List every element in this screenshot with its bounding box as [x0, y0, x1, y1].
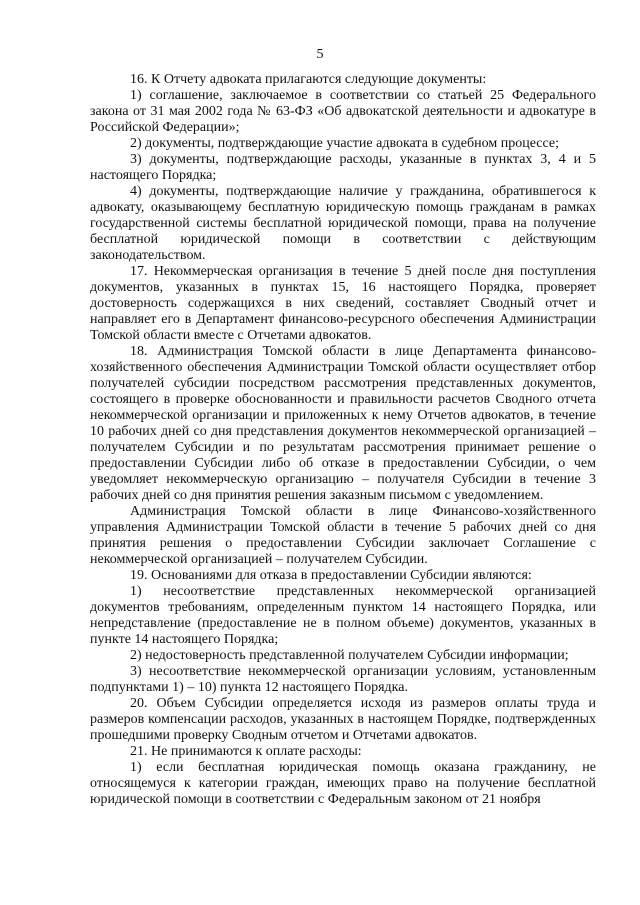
paragraph-18-continued: Администрация Томской области в лице Финансово-хозяйственного управления Администрации Томской области в течение 5 рабочих дней со дня принятия решения о предоставлении Субсидии заключает Соглашение с некоммерческой организацией – получателем Субсидии.	[90, 504, 596, 567]
paragraph-16-intro: 16. К Отчету адвоката прилагаются следующие документы:	[130, 72, 487, 87]
paragraph-17: 17. Некоммерческая организация в течение 5 дней после дня поступления документов, указанных в пунктах 15, 16 настоящего Порядка, проверяет достоверность содержащихся в них сведений, составляет Сводный отчет и направляет его в Департамент финансово-ресурсного обеспечения Администрации Томской области вместе с Отчетами адвокатов.	[90, 264, 596, 343]
page-number: 5	[316, 47, 324, 62]
paragraph-19-item-1: 1) несоответствие представленных некоммерческой организацией документов требованиям, определенным пунктом 14 настоящего Порядка, или непредставление (предоставление не в полном объеме) документов, указанных в пункте 14 настоящего Порядка;	[90, 584, 596, 647]
paragraph-16-item-1: 1) соглашение, заключаемое в соответствии со статьей 25 Федерального закона от 31 мая 2002 года № 63-ФЗ «Об адвокатской деятельности и адвокатуре в Российской Федерации»;	[90, 88, 596, 135]
paragraph-16-item-4: 4) документы, подтверждающие наличие у гражданина, обратившегося к адвокату, оказывающему бесплатную юридическую помощь гражданам в рамках государственной системы бесплатной юридической помощи, права на получение бесплатной юридической помощи в соответствии с действующим законодательством.	[90, 184, 596, 263]
paragraph-16-item-2: 2) документы, подтверждающие участие адвоката в судебном процессе;	[130, 136, 559, 151]
paragraph-20: 20. Объем Субсидии определяется исходя из размеров оплаты труда и размеров компенсации расходов, указанных в настоящем Порядке, подтвержденных прошедшими проверку Сводным отчетом и Отчетами адвокатов.	[90, 696, 596, 743]
paragraph-21-item-1: 1) если бесплатная юридическая помощь оказана гражданину, не относящемуся к категории граждан, имеющих право на получение бесплатной юридической помощи в соответствии с Федеральным законом от 21 ноября	[90, 760, 596, 807]
paragraph-18: 18. Администрация Томской области в лице Департамента финансово-хозяйственного обеспечения Администрации Томской области осуществляет отбор получателей субсидии посредством рассмотрения представленных документов, состоящего в проверке обоснованности и правильности расчетов Сводного отчета некоммерческой организации и приложенных к нему Отчетов адвокатов, в течение 10 рабочих дней со дня представления документов некоммерческой организацией – получателем Субсидии и по результатам рассмотрения принимает решение о предоставлении Субсидии либо об отказе в предоставлении Субсидии, о чем уведомляет некоммерческую организацию – получателя Субсидии в течение 3 рабочих дней со дня принятия решения заказным письмом с уведомлением.	[90, 344, 596, 503]
paragraph-21-intro: 21. Не принимаются к оплате расходы:	[130, 744, 362, 759]
paragraph-19-item-3: 3) несоответствие некоммерческой организации условиям, установленным подпунктами 1) – 10) пункта 12 настоящего Порядка.	[90, 664, 596, 695]
paragraph-16-item-3: 3) документы, подтверждающие расходы, указанные в пунктах 3, 4 и 5 настоящего Порядка;	[90, 152, 596, 183]
paragraph-19-item-2: 2) недостоверность представленной получателем Субсидии информации;	[130, 648, 569, 663]
paragraph-19-intro: 19. Основаниями для отказа в предоставлении Субсидии являются:	[130, 568, 532, 583]
document-body	[90, 72, 596, 808]
